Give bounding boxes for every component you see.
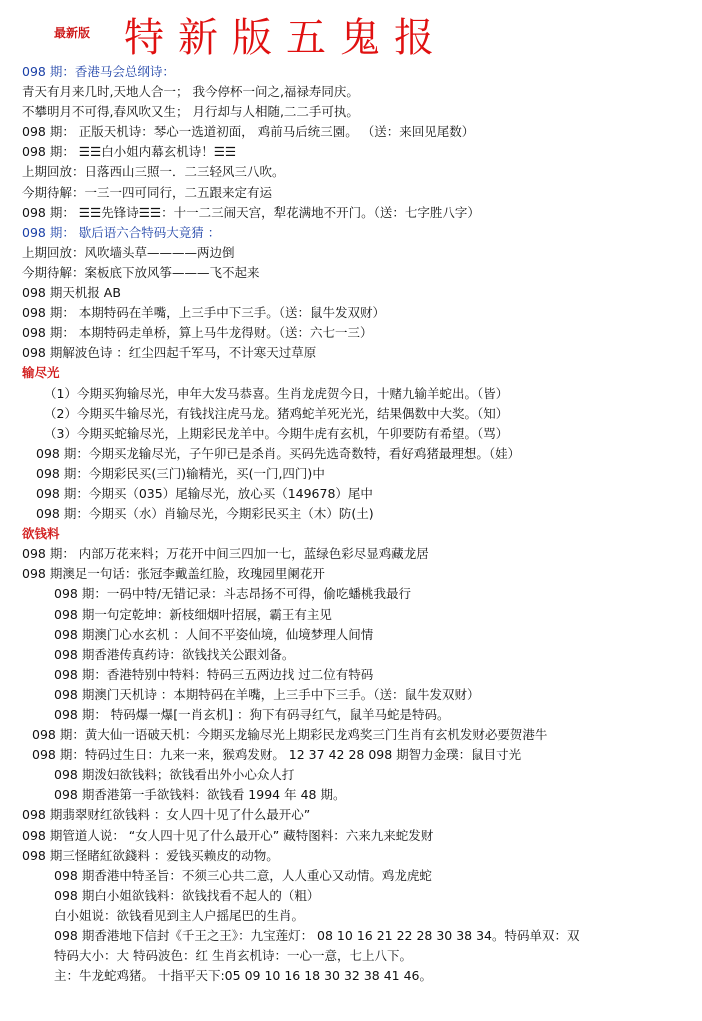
text-line: 青天有月来几时,天地人合一； 我今停杯一问之,福禄寿同庆。 bbox=[22, 84, 359, 100]
text-line: 098 期： 正版天机诗：琴心一选道初面， 鸡前马后统三園。 （送：来回见尾数） bbox=[22, 124, 475, 140]
text-line: 098 期澳门心水玄机 ：人间不平姿仙境，仙境梦理人间情 bbox=[54, 626, 374, 642]
text-line: 098 期：今期彩民买(三门)输精光，买(一门,四门)中 bbox=[36, 465, 325, 481]
text-line: 欲钱料 bbox=[22, 526, 60, 542]
text-line: 098 期：香港马会总纲诗： bbox=[22, 64, 175, 79]
text-line: 今期待解：一三一四可同行，二五跟来定有运 bbox=[22, 184, 273, 200]
text-line: 098 期： 本期特码在羊嘴，上三手中下三手。（送：鼠牛发双财） bbox=[22, 305, 386, 321]
text-line: 098 期澳门天机诗 ：本期特码在羊嘴，上三手中下三手。（送：鼠牛发双财） bbox=[54, 686, 480, 702]
text-line: 098 期翡翠财红欲钱料 ：女人四十见了什么最开心” bbox=[22, 807, 311, 823]
text-line: 输尽光 bbox=[22, 365, 60, 381]
page-title: 特新版五鬼报 bbox=[124, 15, 448, 61]
text-line: 098 期：特码过生日：九来一来，猴鸡发财。 12 37 42 28 098 期智力金璞：鼠目寸光 bbox=[32, 747, 522, 763]
text-line: 098 期一句定乾坤：新枝细烟叶招展，霸王有主见 bbox=[54, 606, 332, 622]
text-line: 098 期香港地下信封《千王之王》：九宝莲灯： 08 10 16 21 22 28 30 38 34。特码单双：双 bbox=[54, 928, 580, 944]
text-line: 不攀明月不可得,春风吹又生； 月行却与人相随,二二手可执。 bbox=[22, 104, 359, 120]
text-line: 主：牛龙蛇鸡猪。 十指平天下:05 09 10 16 18 30 32 38 41 46。 bbox=[54, 968, 433, 984]
text-line: （2）今期买牛输尽光，有钱找注虎马龙。猪鸡蛇羊死光光，结果偶数中大奖。（知） bbox=[44, 405, 509, 421]
page-header bbox=[0, 0, 702, 61]
text-line: 098 期白小姐欲钱料：欲钱找看不起人的（粗） bbox=[54, 887, 320, 903]
text-line: 098 期天机报 AB bbox=[22, 285, 121, 301]
text-line: 098 期：黄大仙一语破天机：今期买龙输尽光上期彩民龙鸡奖三门生肖有玄机发财必要贺港牛 bbox=[32, 727, 548, 743]
text-line: 098 期泼妇欲钱料；欲钱看出外小心众人打 bbox=[54, 767, 295, 783]
text-line: 上期回放：日落西山三照一．二三轻风三八吹。 bbox=[22, 164, 285, 180]
text-line: （1）今期买狗输尽光，申年大发马恭喜。生肖龙虎贺今日，十赌九输羊蛇出。（皆） bbox=[44, 385, 509, 401]
content-area bbox=[0, 62, 702, 986]
text-line: 098 期解波色诗 ：红尘四起千军马，不计寒天过草原 bbox=[22, 345, 317, 361]
text-line: 098 期三怪睹紅欲錢料 ：爱钱买赖皮的动物。 bbox=[22, 847, 279, 863]
text-line: 白小姐说：欲钱看见到主人户摇尾巴的生肖。 bbox=[54, 907, 305, 923]
text-line: 098 期香港传真药诗：欲钱找关公跟刘备。 bbox=[54, 646, 295, 662]
text-line: 098 期管道人说： “女人四十见了什么最开心” 藏特图料：六来九来蛇发财 bbox=[22, 827, 434, 843]
text-line: 098 期：一码中特/无错记录：斗志昂扬不可得，偷吃蟠桃我最行 bbox=[54, 586, 412, 602]
text-line: 098 期：今期买龙输尽光，子午卯已是杀肖。买码先选奇数特，看好鸡猪最理想。（娃） bbox=[36, 445, 521, 461]
edition-label: 最新版 bbox=[54, 26, 91, 40]
text-line: 098 期香港第一手欲钱料：欲钱看 1994 年 48 期。 bbox=[54, 787, 346, 803]
text-line: （3）今期买蛇输尽光，上期彩民龙羊中。今期牛虎有玄机，午卯要防有希望。（骂） bbox=[44, 425, 509, 441]
text-line: 上期回放：风吹墙头草————两边倒 bbox=[22, 244, 235, 260]
text-line: 098 期：今期买（035）尾输尽光，放心买（149678）尾中 bbox=[36, 485, 373, 501]
text-line: 今期待解：案板底下放风筝———飞不起来 bbox=[22, 264, 260, 280]
text-line: 098 期： 歇后语六合特码大竟猜 ： bbox=[22, 224, 221, 240]
text-line: 098 期： ☰☰白小姐内幕玄机诗！☰☰ bbox=[22, 144, 237, 160]
text-line: 098 期：香港特别中特料：特码三五两边找 过二位有特码 bbox=[54, 666, 374, 682]
text-line: 098 期澳足一句话：张冠李戴盖红脸，玫瑰园里阑花开 bbox=[22, 566, 325, 582]
text-line: 098 期： 特码爆一爆[一肖玄机] ：狗下有码寻红气，鼠羊马蛇是特码。 bbox=[54, 707, 450, 722]
text-line: 098 期： 本期特码走单桥，算上马牛龙得财。（送：六七一三） bbox=[22, 325, 373, 341]
text-line: 特码大小：大 特码波色：红 生肖玄机诗：一心一意，七上八下。 bbox=[54, 948, 412, 964]
text-line: 098 期：今期买（水）肖输尽光，今期彩民买主（木）防(土) bbox=[36, 506, 374, 522]
text-line: 098 期： ☰☰先锋诗☰☰：十一二三闹天宫，犁花满地不开门。（送：七字胜八字） bbox=[22, 204, 480, 220]
text-line: 098 期： 内部万花来料；万花开中间三四加一七，蓝绿色彩尽显鸡藏龙居 bbox=[22, 546, 429, 562]
text-line: 098 期香港中特圣旨：不须三心共二意，人人重心又动情。鸡龙虎蛇 bbox=[54, 867, 432, 883]
